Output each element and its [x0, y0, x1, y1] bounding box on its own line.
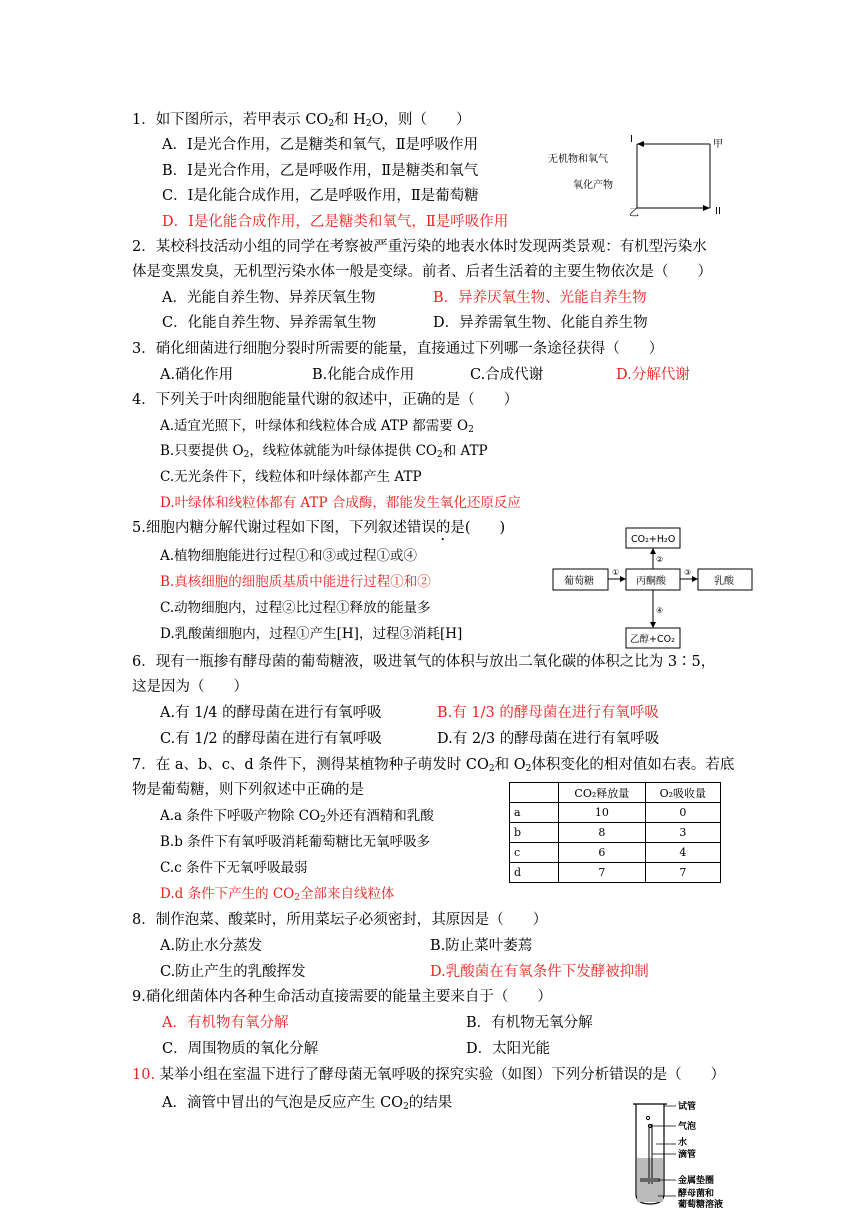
q7-option-a: A.a 条件下呼吸产物除 $CO_2$外还有酒精和乳酸	[160, 808, 434, 825]
table-row	[510, 863, 721, 883]
q1-fig-label-inorganic: 无机物和氧气	[548, 154, 608, 165]
table-row	[510, 823, 721, 843]
q6-option-a: A.有 1/4 的酵母菌在进行有氧呼吸	[160, 705, 382, 721]
q7-option-c: C.c 条件下无氧呼吸最弱	[160, 860, 308, 876]
q7-option-d-answer: D.d 条件下产生的 $CO_2$全部来自线粒体	[160, 886, 395, 903]
q5-fig-step3: ③	[684, 568, 692, 577]
q1-option-c: C．Ⅰ是化能合成作用，乙是呼吸作用，Ⅱ是葡萄糖	[162, 188, 479, 204]
table-cell-o2: 3	[645, 823, 720, 843]
q6-option-d: D.有 2/3 的酵母菌在进行有氧呼吸	[437, 731, 660, 747]
table-cell-condition: c	[510, 843, 559, 863]
q10-option-a: A．滴管中冒出的气泡是反应产生 $CO_2$的结果	[162, 1095, 453, 1112]
q3-stem: 3．硝化细菌进行细胞分裂时所需要的能量，直接通过下列哪一条途径获得（ ）	[132, 341, 664, 357]
q1-option-b: B．Ⅰ是光合作用，乙是呼吸作用，Ⅱ是糖类和氧气	[162, 163, 479, 179]
q9-option-b: B．有机物无氧分解	[466, 1015, 593, 1031]
table-cell-co2: 7	[559, 863, 646, 883]
q5-fig-ethanol: 乙醇+CO₂	[630, 634, 675, 645]
q1-fig-label-jia: 甲	[713, 139, 723, 150]
q10-fig-dropper: 滴管	[678, 1150, 697, 1160]
q10-fig-water: 水	[678, 1138, 688, 1148]
q8-stem: 8．制作泡菜、酸菜时，所用菜坛子必须密封，其原因是（ ）	[132, 912, 548, 928]
q5-fig-lactate: 乳酸	[714, 576, 734, 587]
q4-option-c: C.无光条件下，线粒体和叶绿体都产生 ATP	[160, 469, 422, 485]
q2-stem-line1: 2．某校科技活动小组的同学在考察被严重污染的地表水体时发现两类景观：有机型污染水	[132, 239, 707, 255]
q1-option-d-answer: D．Ⅰ是化能合成作用，乙是糖类和氧气，Ⅱ是呼吸作用	[162, 214, 509, 230]
table-cell-co2: 10	[559, 803, 646, 823]
q1-cycle-diagram	[545, 130, 735, 220]
q10-apparatus-diagram	[628, 1096, 748, 1210]
q2-option-c: C．化能自养生物、异养需氧生物	[162, 315, 377, 331]
q5-option-d: D.乳酸菌细胞内，过程①产生[H]，过程③消耗[H]	[160, 626, 463, 642]
q8-option-a: A.防止水分蒸发	[160, 938, 263, 954]
q3-option-a: A.硝化作用	[160, 367, 234, 383]
table-header-co2: CO₂释放量	[559, 783, 646, 803]
table-header-blank	[510, 783, 559, 803]
q5-stem: 5.细胞内糖分解代谢过程如下图，下列叙述错误的是( )	[132, 520, 506, 536]
q6-option-b-answer: B.有 1/3 的酵母菌在进行有氧呼吸	[437, 705, 659, 721]
q10-fig-yeast-line2: 葡萄糖溶液	[678, 1200, 724, 1210]
table-cell-condition: d	[510, 863, 559, 883]
q4-option-d-answer: D.叶绿体和线粒体都有 ATP 合成酶，都能发生氧化还原反应	[160, 495, 521, 511]
table-row	[510, 843, 721, 863]
q5-fig-step4: ④	[656, 606, 664, 615]
q1-stem: 1．如下图所示，若甲表示 $CO_2$和 $H_2O$，则（ ）	[132, 112, 471, 129]
q9-option-d: D．太阳光能	[466, 1041, 551, 1057]
q4-option-a: A.适宜光照下，叶绿体和线粒体合成 ATP 都需要 $O_2$	[160, 418, 474, 435]
q6-option-c: C.有 1/2 的酵母菌在进行有氧呼吸	[160, 731, 382, 747]
q7-stem-line1: 7．在 a、b、c、d 条件下，测得某植物种子萌发时 $CO_2$和 $O_2$体积变化的相对值如右表。若底	[132, 757, 735, 774]
q6-stem-line1: 6．现有一瓶掺有酵母菌的葡萄糖液，吸进氧气的体积与放出二氧化碳的体积之比为 3∶5，	[132, 654, 716, 670]
q5-option-a: A.植物细胞能进行过程①和③或过程①或④	[160, 548, 418, 564]
table-header-o2: O₂吸收量	[645, 783, 720, 803]
q2-option-d: D．异养需氧生物、化能自养生物	[433, 315, 648, 331]
table-cell-o2: 7	[645, 863, 720, 883]
table-cell-condition: b	[510, 823, 559, 843]
q8-option-d-answer: D.乳酸菌在有氧条件下发酵被抑制	[430, 964, 649, 980]
q4-option-b: B.只要提供 $O_2$，线粒体就能为叶绿体提供 $CO_2$和 ATP	[160, 443, 488, 460]
q5-fig-pyruvate: 丙酮酸	[636, 576, 666, 587]
q8-option-c: C.防止产生的乳酸挥发	[160, 964, 306, 980]
q9-option-a-answer: A．有机物有氧分解	[162, 1015, 289, 1031]
q7-data-table	[509, 782, 721, 883]
q5-fig-co2-h2o: CO₂+H₂O	[631, 534, 676, 545]
q10-fig-pad: 金属垫圈	[678, 1176, 715, 1186]
q4-stem: 4．下列关于叶肉细胞能量代谢的叙述中，正确的是（ ）	[132, 392, 519, 408]
q1-fig-label-i: I	[630, 134, 633, 145]
q5-option-b-answer: B.真核细胞的细胞质基质中能进行过程①和②	[160, 574, 431, 590]
q3-option-b: B.化能合成作用	[312, 367, 415, 383]
q5-metabolism-diagram	[548, 525, 758, 655]
q1-fig-label-oxidation: 氧化产物	[573, 180, 613, 191]
q5-fig-step1: ①	[612, 568, 620, 577]
q6-stem-line2: 这是因为（ ）	[132, 679, 248, 695]
q2-option-b-answer: B．异养厌氧生物、光能自养生物	[433, 290, 647, 306]
table-cell-co2: 8	[559, 823, 646, 843]
q9-stem: 9.硝化细菌体内各种生命活动直接需要的能量主要来自于（ ）	[132, 989, 552, 1005]
q1-fig-label-yi: 乙	[629, 208, 639, 219]
q3-option-c: C.合成代谢	[470, 367, 544, 383]
table-row	[510, 803, 721, 823]
q5-fig-glucose: 葡萄糖	[564, 576, 594, 587]
table-cell-condition: a	[510, 803, 559, 823]
table-cell-co2: 6	[559, 843, 646, 863]
q7-stem-line2: 物是葡萄糖，则下列叙述中正确的是	[132, 782, 364, 798]
q5-fig-step2: ②	[656, 555, 664, 564]
q10-fig-bubble: 气泡	[678, 1122, 697, 1132]
q5-option-c: C.动物细胞内，过程②比过程①释放的能量多	[160, 600, 431, 616]
table-cell-o2: 4	[645, 843, 720, 863]
q10-fig-yeast-line1: 酵母菌和	[678, 1189, 715, 1199]
q9-option-c: C．周围物质的氧化分解	[162, 1041, 319, 1057]
q10-stem: 10. 某举小组在室温下进行了酵母菌无氧呼吸的探究实验（如图）下列分析错误的是（ ）	[132, 1067, 726, 1083]
q1-option-a: A．Ⅰ是光合作用，乙是糖类和氧气，Ⅱ是呼吸作用	[162, 137, 479, 153]
q7-option-b: B.b 条件下有氧呼吸消耗葡萄糖比无氧呼吸多	[160, 834, 431, 850]
table-header-row	[510, 783, 721, 803]
q10-fig-tube: 试管	[678, 1102, 697, 1112]
q2-option-a: A．光能自养生物、异养厌氧生物	[162, 290, 376, 306]
q8-option-b: B.防止菜叶萎蔫	[430, 938, 533, 954]
q2-stem-line2: 体是变黑发臭，无机型污染水体一般是变绿。前者、后者生活着的主要生物依次是（ ）	[132, 264, 712, 280]
q1-fig-label-ii: II	[715, 206, 721, 217]
table-cell-o2: 0	[645, 803, 720, 823]
q3-option-d-answer: D.分解代谢	[616, 367, 690, 383]
